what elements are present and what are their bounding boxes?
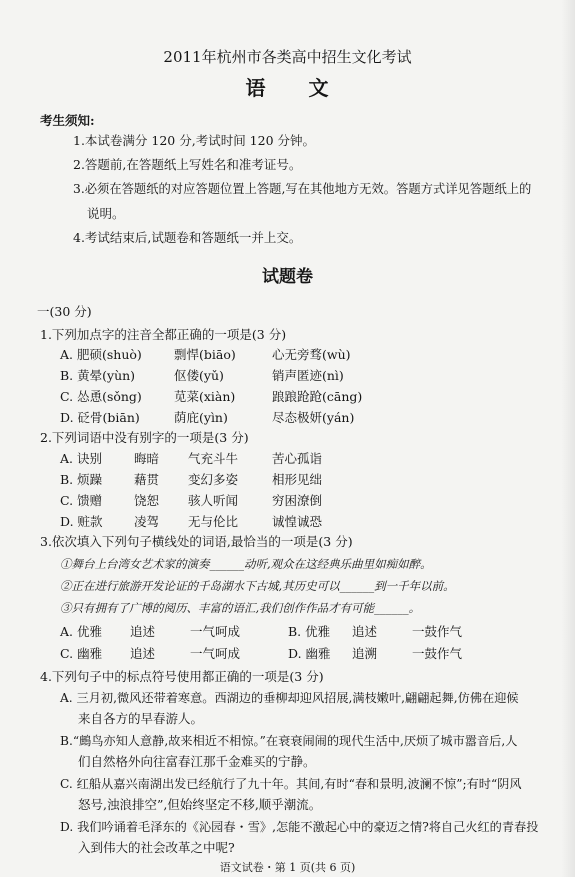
option-cell: 追述 <box>352 624 378 639</box>
option-cell: 追述 <box>130 624 156 639</box>
option-cell: B. 黄晕(yùn) <box>60 368 136 383</box>
question-3-stem: 3.依次填入下列句子横线处的词语,最恰当的一项是(3 分) <box>40 534 353 549</box>
question-2-stem: 2.下列词语中没有别字的一项是(3 分) <box>40 430 249 445</box>
question-3-sentence: ③只有拥有了广博的阅历、丰富的语汇,我们创作作品才有可能______。 <box>60 601 421 615</box>
option-cell: 踉踉跄跄(cāng) <box>272 389 363 404</box>
option-cell: 苦心孤诣 <box>272 451 323 466</box>
part-heading: 一(30 分) <box>37 304 92 319</box>
option-cell: 变幻多姿 <box>188 472 239 487</box>
subject-title: 语 文 <box>245 76 330 100</box>
scan-shadow <box>561 0 575 877</box>
option-cell: 骇人听闻 <box>188 493 239 508</box>
option-cell: A. 肥硕(shuò) <box>60 347 142 362</box>
option-cell: 追溯 <box>352 646 378 661</box>
notice-item: 说明。 <box>87 206 125 221</box>
notice-item: 2.答题前,在答题纸上写姓名和准考证号。 <box>73 157 302 172</box>
option-cell: 藉贯 <box>134 472 160 487</box>
option-cell: C. 怂恿(sǒng) <box>60 389 142 404</box>
option-cell: 伛偻(yǔ) <box>174 368 224 383</box>
notice-item: 1.本试卷满分 120 分,考试时间 120 分钟。 <box>73 133 316 148</box>
option-cell: 一鼓作气 <box>412 624 463 639</box>
option-cell: 销声匿迹(nì) <box>272 368 344 383</box>
question-4-line: D. 我们吟诵着毛泽东的《沁园春・雪》,怎能不激起心中的豪迈之情?将自己火红的青春投 <box>60 820 539 834</box>
option-cell: 一气呵成 <box>190 624 241 639</box>
option-cell: 相形见绌 <box>272 472 323 487</box>
question-4-stem: 4.下列句子中的标点符号使用都正确的一项是(3 分) <box>40 669 324 684</box>
option-cell: 荫庇(yìn) <box>174 410 228 425</box>
option-cell: 饶恕 <box>134 493 160 508</box>
option-cell: D. 幽雅 <box>288 646 331 661</box>
option-cell: 无与伦比 <box>188 514 239 529</box>
option-cell: B. 烦躁 <box>60 472 103 487</box>
option-cell: 一鼓作气 <box>412 646 463 661</box>
notice-heading: 考生须知: <box>40 113 95 128</box>
section-title: 试题卷 <box>262 267 313 287</box>
option-cell: D. 砭骨(biān) <box>60 410 140 425</box>
question-3-sentence: ②正在进行旅游开发论证的千岛湖水下古城,其历史可以______到一千年以前。 <box>60 579 455 593</box>
question-4-line: 怒号,浊浪排空”,但始终坚定不移,顺乎潮流。 <box>78 797 322 812</box>
question-4-line: B.“鷓鸟亦知人意静,故来相近不相惊。”在衰衰闹闹的现代生活中,厌烦了城市嚣音后,人 <box>60 734 518 748</box>
option-cell: 诚惶诚恐 <box>272 514 323 529</box>
page-footer: 语文试卷・第 1 页(共 6 页) <box>219 861 356 874</box>
option-cell: 尽态极妍(yán) <box>272 410 355 425</box>
option-cell: 苋菜(xiàn) <box>174 389 236 404</box>
question-4-line: A. 三月初,微风还带着寒意。西湖边的垂柳却迎风招展,满枝嫩叶,翩翩起舞,仿佛在迎候 <box>60 691 519 705</box>
option-cell: 晦暗 <box>134 451 160 466</box>
question-4-line: 入到伟大的社会改革之中呢? <box>78 840 235 855</box>
option-cell: C. 幽雅 <box>60 646 103 661</box>
option-cell: 穷困潦倒 <box>272 493 323 508</box>
question-4-line: C. 红船从嘉兴南湖出发已经航行了九十年。其间,有时“春和景明,波澜不惊”;有时“阴风 <box>60 777 522 791</box>
question-4-line: 们自然格外向往富春江那千金难买的宁静。 <box>78 754 316 769</box>
option-cell: 剽悍(biāo) <box>174 347 236 362</box>
option-cell: A. 优雅 <box>60 624 102 639</box>
notice-item: 3.必须在答题纸的对应答题位置上答题,写在其他地方无效。答题方式详见答题纸上的 <box>73 182 532 196</box>
option-cell: 气充斗牛 <box>188 451 239 466</box>
option-cell: 心无旁骛(wù) <box>272 347 351 362</box>
option-cell: D. 赃款 <box>60 514 103 529</box>
option-cell: 凌驾 <box>134 514 160 529</box>
option-cell: 追述 <box>130 646 156 661</box>
notice-item: 4.考试结束后,试题卷和答题纸一并上交。 <box>73 230 302 245</box>
option-cell: 一气呵成 <box>190 646 241 661</box>
option-cell: C. 馈赠 <box>60 493 103 508</box>
option-cell: B. 优雅 <box>288 624 331 639</box>
option-cell: A. 诀别 <box>60 451 102 466</box>
exam-title: 2011年杭州市各类高中招生文化考试 <box>163 48 412 66</box>
question-1-stem: 1.下列加点字的注音全都正确的一项是(3 分) <box>40 327 287 342</box>
question-4-line: 来自各方的早春游人。 <box>78 711 204 726</box>
question-3-sentence: ①舞台上台湾女艺术家的演奏______动听,观众在这经典乐曲里如痴如醉。 <box>60 557 432 571</box>
